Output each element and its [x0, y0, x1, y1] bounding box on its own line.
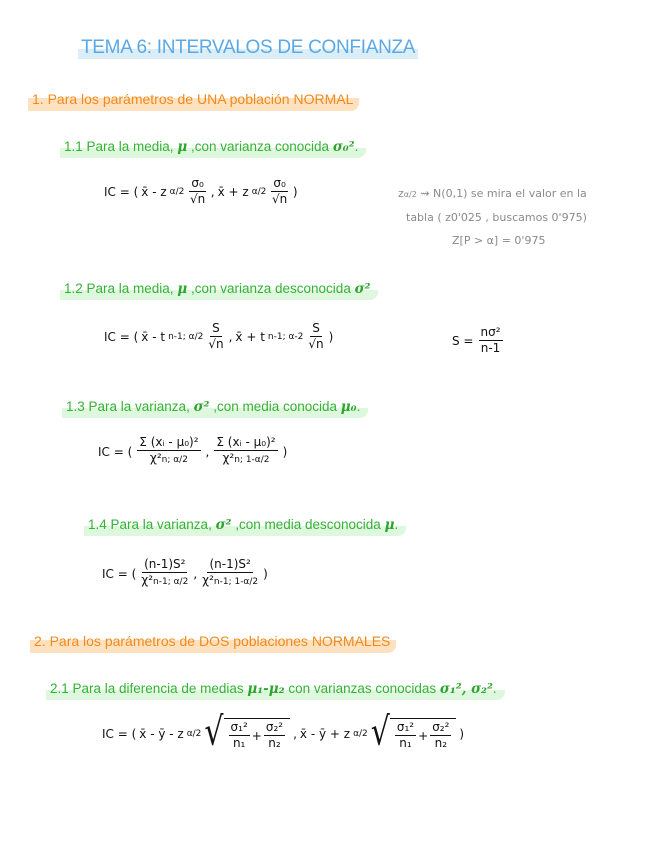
formula-1-1: IC = ( x̄ - z α/2 $\frac{\text{σ₀}}{√n}$ , x̄ + z α/2 $\frac{\text{σ₀}}{√n}$ ) [104, 176, 298, 206]
formula-1-4: IC = ( $\frac{\text{(n-1)S²}}{\text{χ²n-1; α/2}}$ , $\frac{\text{(n-1)S²}}{\text{χ²n-1; 1-α/2}}$ ) [102, 557, 268, 587]
subsection-1-4: 1.4 Para la varianza, σ² ,con media desconocida μ. [84, 516, 406, 536]
page-title: TEMA 6: INTERVALOS DE CONFIANZA [78, 37, 418, 59]
subsection-1-3: 1.3 Para la varianza, σ² ,con media conocida μ₀. [62, 398, 368, 418]
formula-2-1: IC = ( x̄ - ȳ - z α/2 √ $\frac{\text{σ₁²}}{\text{n₁}}$ + $\frac{\text{σ₂²}}{\text{n₂}}$ , x̄ - ȳ + z α/2 √ $\frac{\text{σ₁²}}{\text{n₁}}$ + $\frac{\text{σ₂²}}{\text{n₂}}$ ) [102, 709, 465, 755]
section-2-heading: 2. Para los parámetros de DOS poblaciones NORMALES [30, 631, 396, 653]
section-1-heading: 1. Para los parámetros de UNA población NORMAL [28, 89, 359, 111]
subsection-1-1: 1.1 Para la media, μ ,con varianza conocida σ₀². [60, 138, 366, 158]
note-1-1-line2: tabla ( z0'025 , buscamos 0'975) [406, 211, 587, 224]
formula-1-2: IC = ( x̄ - t n-1; α/2 $\frac{S}{√n}$ , x̄ + t n-1; α-2 $\frac{S}{√n}$ ) [104, 321, 334, 351]
formula-s-definition: S = $\frac{\text{nσ²}}{n-1}$ [452, 325, 501, 355]
formula-1-3: IC = ( $\frac{\text{Σ (xᵢ - μ₀)²}}{\text{χ²n; α/2}}$ , $\frac{\text{Σ (xᵢ - μ₀)²}}{\text{χ²n; 1-α/2}}$ ) [98, 435, 288, 465]
subsection-1-2: 1.2 Para la media, μ ,con varianza desconocida σ² [60, 280, 378, 300]
subsection-2-1: 2.1 Para la diferencia de medias μ₁-μ₂ con varianzas conocidas σ₁², σ₂². [46, 680, 505, 700]
note-1-1-line3: Z[P > α] = 0'975 [452, 234, 546, 247]
note-1-1-line1: zα/2 ⇝ N(0,1) se mira el valor en la [398, 187, 587, 200]
